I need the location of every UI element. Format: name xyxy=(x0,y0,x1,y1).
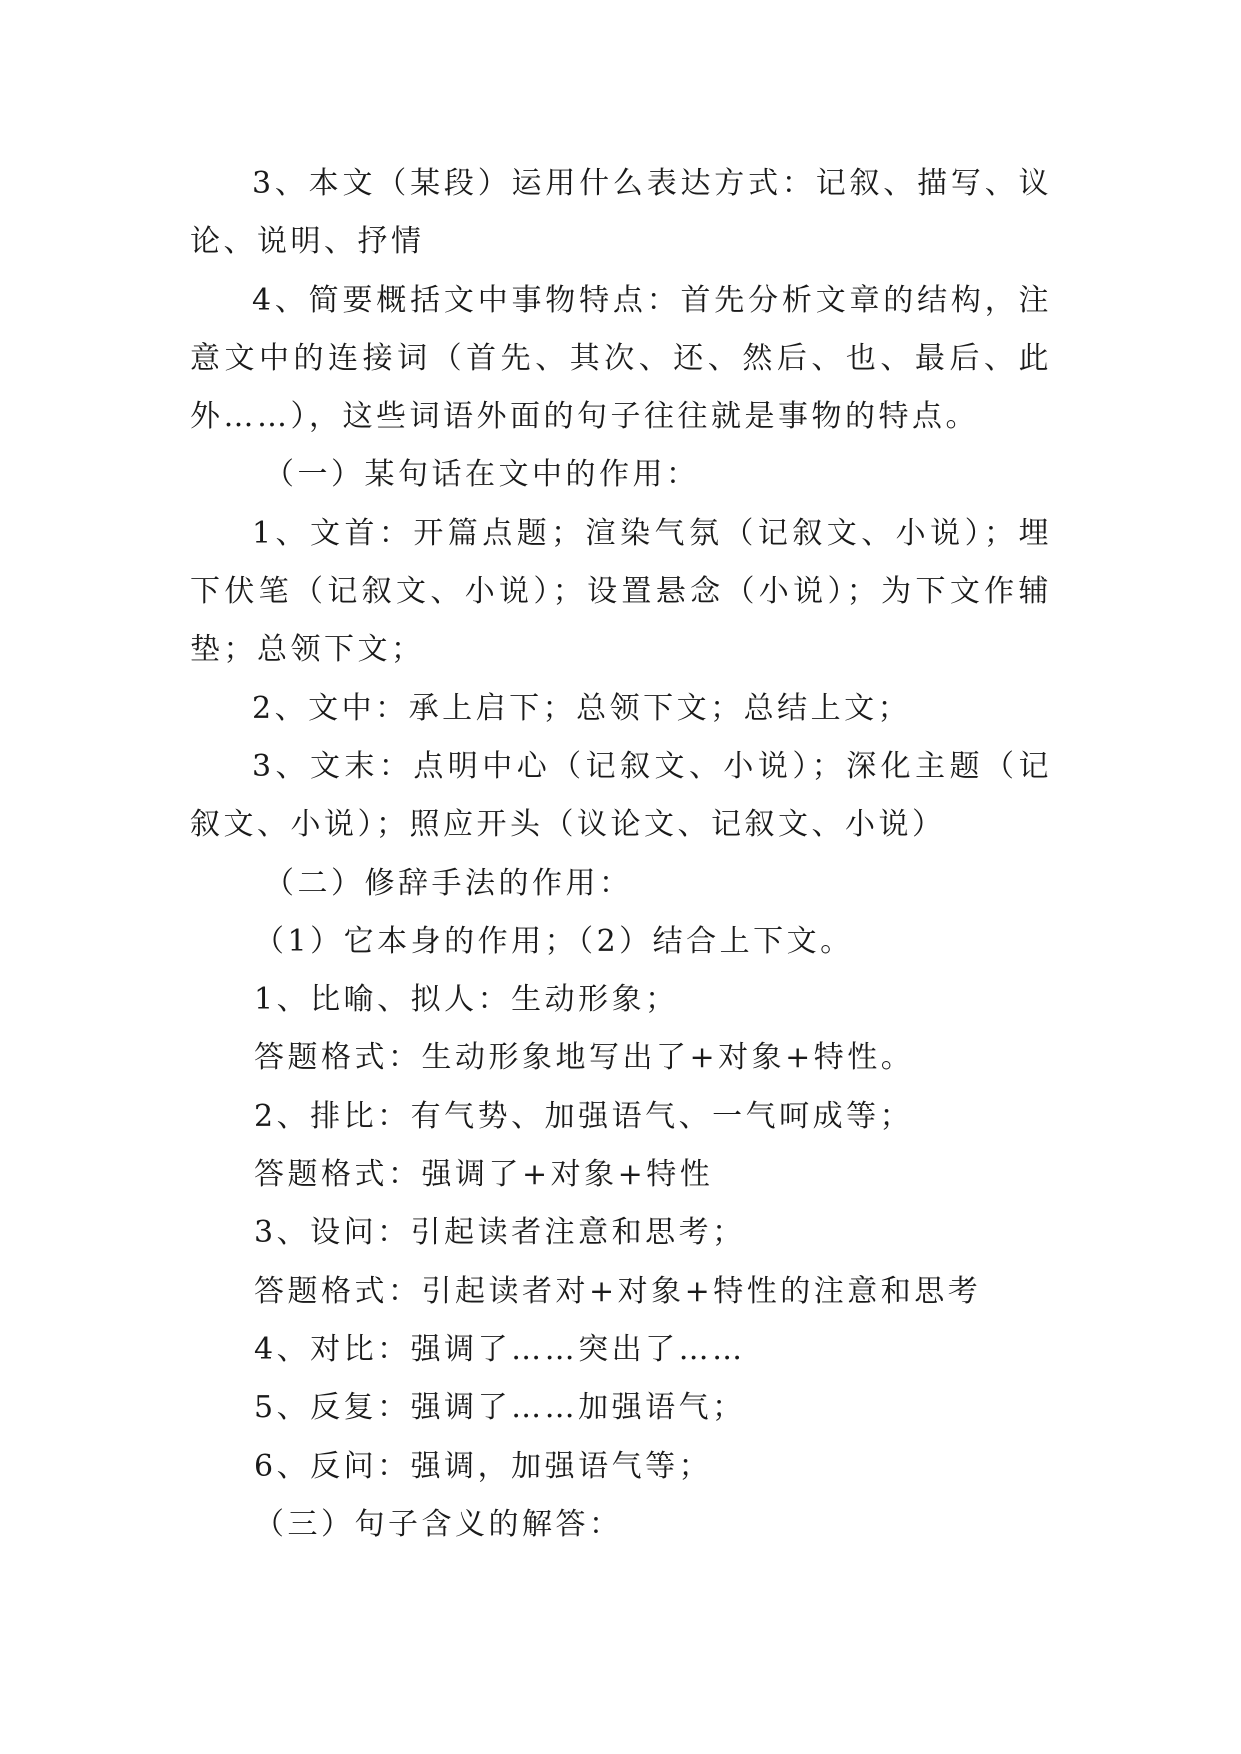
document-body xyxy=(190,155,1052,1554)
paragraph-middle-function: 2、文中：承上启下；总领下文；总结上文； xyxy=(252,690,912,726)
paragraph-rhetoric-points: （1）它本身的作用；（2）结合上下文。 xyxy=(254,923,854,959)
item-repetition: 5、反复：强调了……加强语气； xyxy=(254,1390,746,1426)
item-rhetorical-interrogation: 6、反问：强调，加强语气等； xyxy=(254,1448,713,1484)
item-rhetorical-question: 3、设问：引起读者注意和思考； xyxy=(254,1215,746,1251)
paragraph-beginning-function: 1、文首：开篇点题；渲染气氛（记叙文、小说）；埋下伏笔（记叙文、小说）；设置悬念（小说）；为下文作辅垫；总领下文； xyxy=(190,515,1052,668)
heading-sentence-meaning: （三）句子含义的解答： xyxy=(254,1506,623,1542)
paragraph-summarize-features: 4、简要概括文中事物特点：首先分析文章的结构，注意文中的连接词（首先、其次、还、然后、也、最后、此外……），这些词语外面的句子往往就是事物的特点。 xyxy=(190,282,1052,435)
heading-rhetoric-function: （二）修辞手法的作用： xyxy=(264,865,633,901)
item-parallelism-format: 答题格式：强调了+对象+特性 xyxy=(254,1157,714,1193)
item-parallelism: 2、排比：有气势、加强语气、一气呵成等； xyxy=(254,1098,914,1134)
item-metaphor-format: 答题格式：生动形象地写出了+对象+特性。 xyxy=(254,1040,915,1076)
paragraph-ending-function: 3、文末：点明中心（记叙文、小说）；深化主题（记叙文、小说）；照应开头（议论文、记叙文、小说） xyxy=(190,748,1052,843)
item-contrast: 4、对比：强调了……突出了…… xyxy=(254,1331,746,1367)
item-metaphor: 1、比喻、拟人：生动形象； xyxy=(254,982,679,1018)
heading-sentence-function: （一）某句话在文中的作用： xyxy=(264,457,700,493)
paragraph-expression-methods: 3、本文（某段）运用什么表达方式：记叙、描写、议论、说明、抒情 xyxy=(190,166,1052,260)
item-rhetorical-question-format: 答题格式：引起读者对+对象+特性的注意和思考 xyxy=(254,1273,982,1309)
